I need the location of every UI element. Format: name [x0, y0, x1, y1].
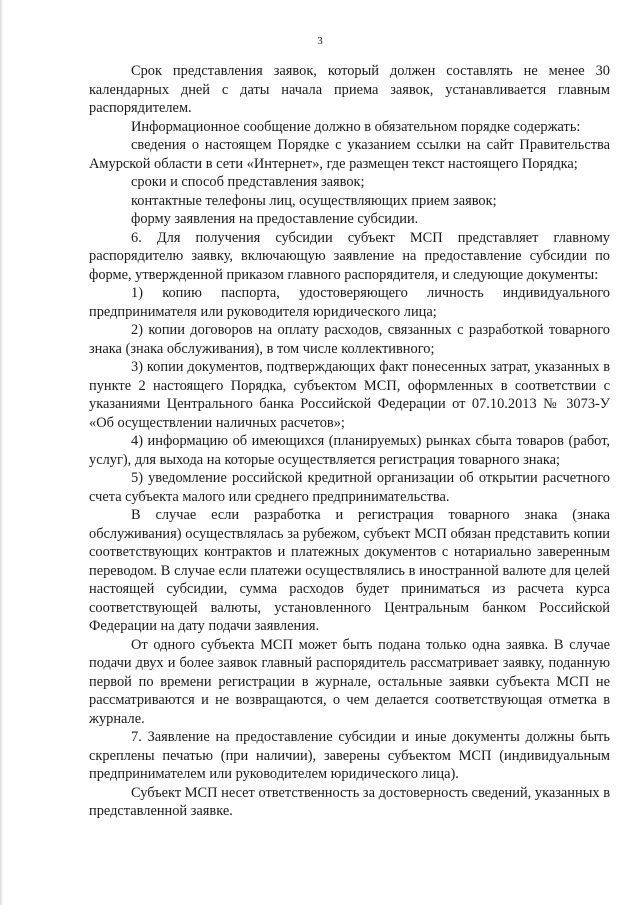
- paragraph-single-application: От одного субъекта МСП может быть подана только одна заявка. В случае подачи двух и более заявок главный распорядитель рассматривает заявку, поданную первой по времени регистрации в журнале, остальные заявки субъекта МСП не рассматриваются и не возвращаются, о чем делается соответствующая отметка в журнале.: [89, 636, 610, 727]
- paragraph-clause-6: 6. Для получения субсидии субъект МСП представляет главному распорядителю заявку, включающую заявление на предоставление субсидии по форме, утвержденной приказом главного распорядителя, и следующие документы:: [89, 229, 610, 283]
- scan-edge-shadow: [0, 0, 3, 905]
- paragraph-item-5-bank-notice: 5) уведомление российской кредитной организации об открытии расчетного счета субъекта малого или среднего предпринимательства.: [89, 470, 610, 505]
- paragraph-responsibility: Субъект МСП несет ответственность за достоверность сведений, указанных в представленной заявке.: [89, 784, 610, 819]
- paragraph-item-2-contracts: 2) копии договоров на оплату расходов, связанных с разработкой товарного знака (знака обслуживания), в том числе коллективного;: [89, 322, 610, 357]
- paragraph-info-order-reference: сведения о настоящем Порядке с указанием ссылки на сайт Правительства Амурской области в сети «Интернет», где размещен текст настоящего Порядка;: [89, 137, 610, 172]
- paragraph-info-deadlines: сроки и способ представления заявок;: [131, 174, 365, 190]
- paragraph-info-contacts: контактные телефоны лиц, осуществляющих прием заявок;: [131, 192, 497, 209]
- paragraph-item-3-expense-documents: 3) копии документов, подтверждающих факт понесенных затрат, указанных в пункте 2 настоящего Порядка, субъектом МСП, оформленных в соответствии с указаниями Центрального банка Российской Федерации от 07.10.2013 № 3073-У «Об осуществлении наличных расчетов»;: [89, 359, 610, 431]
- paragraph-submission-deadline: Срок представления заявок, который должен составлять не менее 30 календарных дней с даты начала приема заявок, устанавливается главным распорядителем.: [89, 63, 610, 116]
- paragraph-foreign-registration: В случае если разработка и регистрация товарного знака (знака обслуживания) осуществлялась за рубежом, субъект МСП обязан представить копии соответствующих контрактов и платежных документов с нотариально заверенным переводом. В случае если платежи осуществлялись в иностранной валюте для целей настоящей субсидии, сумма расходов будет приниматься из расчета курса соответствующей валюты, установленного Центральным банком Российской Федерации на дату подачи заявления.: [89, 507, 610, 634]
- page-number: 3: [317, 35, 323, 47]
- paragraph-item-4-markets: 4) информацию об имеющихся (планируемых) рынках сбыта товаров (работ, услуг), для выхода на которые осуществляется регистрация товарного знака;: [89, 433, 610, 468]
- paragraph-info-form: форму заявления на предоставление субсидии.: [131, 211, 419, 227]
- paragraph-clause-7: 7. Заявление на предоставление субсидии и иные документы должны быть скреплены печатью (при наличии), заверены субъектом МСП (индивидуальным предпринимателем или руководителем юридического лица).: [89, 729, 610, 782]
- document-body: [89, 62, 610, 821]
- paragraph-item-1-passport: 1) копию паспорта, удостоверяющего личность индивидуального предпринимателя или руководителя юридического лица;: [89, 285, 610, 320]
- paragraph-info-message-intro: Информационное сообщение должно в обязательном порядке содержать:: [131, 118, 581, 135]
